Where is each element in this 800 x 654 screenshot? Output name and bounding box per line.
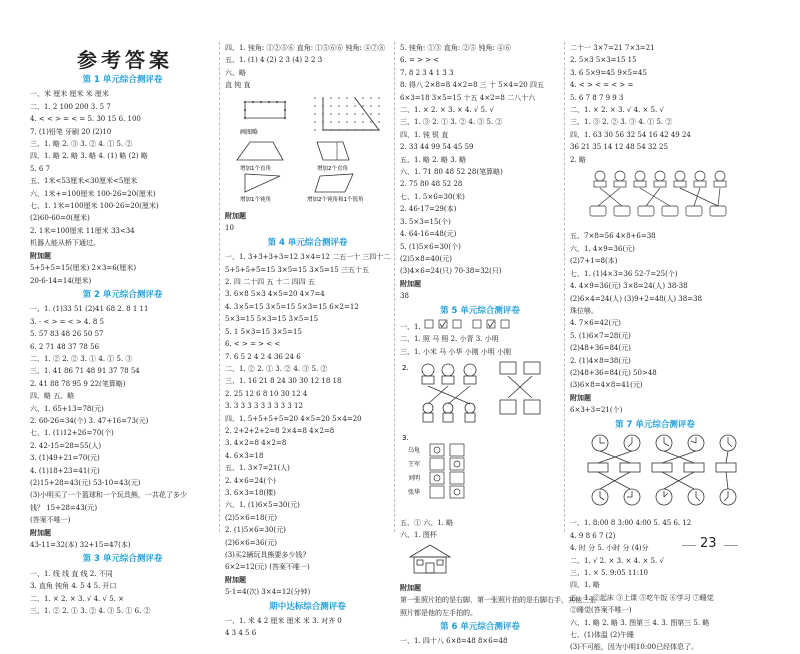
clock-drawing: [570, 433, 740, 511]
answer-line: 一、1. 线 线 直 线 2. 不同: [30, 569, 113, 578]
answer-line: 2. 4×6=24(个): [225, 476, 276, 485]
answer-line: 四、1. 钝角: ①②⑤⑥ 直角: ①⑤⑥⑥ 钝角: ④⑦⑧: [225, 44, 386, 52]
answer-line: (2)60-60=0(厘米): [30, 214, 90, 223]
answer-line: 5+5+5=15(厘米) 2×3=6(厘米): [30, 264, 137, 273]
matching-drawing: [400, 360, 560, 510]
answer-line: 六、1米+=100厘米 100-26=20(厘米): [30, 189, 156, 198]
answer-line: 2. 四 二十四 五 十二 四四 五: [225, 278, 316, 287]
answer-line: 6×3=18 3×5=15 十五 4×2=8 二八十六: [400, 93, 536, 102]
answer-line: 直 钝 直: [225, 81, 251, 90]
answer-line: (3)买2辆玩具熊要多少钱?: [225, 551, 307, 559]
figure-caption: 增加1个直角: [240, 165, 271, 172]
answer-line: 8. 得八 2×8=8 4×2=8 三 十 5×4=20 四五: [400, 81, 544, 90]
answer-line: 第一张照片拍的是右脚，第一张照片拍的是右脚右手，其他三张: [400, 596, 596, 605]
clock-figure: [570, 433, 740, 515]
geometry-figure: [225, 94, 390, 208]
section-heading: 第 1 单元综合测评卷: [82, 75, 163, 85]
answer-line: 五、1米<53厘米<30厘米<5厘米: [30, 177, 138, 186]
answer-line: 六、1. 65+13=78(元): [30, 404, 104, 413]
section-heading: 第 5 单元综合测评卷: [440, 305, 520, 316]
answer-line: 6×2=12(元) (答案不唯一): [225, 563, 310, 572]
section-heading: 第 4 单元综合测评卷: [267, 237, 348, 248]
answer-line: 珠位够。: [570, 306, 598, 315]
house-figure: [400, 543, 560, 579]
page-number-rule: [724, 545, 738, 546]
answer-line: 六、1. 71 80 48 52 28(笔算略): [400, 168, 503, 177]
answer-list: [400, 42, 560, 317]
answer-column-1: [30, 42, 215, 617]
answer-line: 7. 8 2 3 4 1 3 3: [400, 68, 454, 77]
subsection-heading: 附加题: [400, 582, 421, 592]
answer-line: 5. 钝角: ①③ 直角: ②⑤ 钝角: ④⑥: [400, 44, 512, 52]
subsection-heading: 附加题: [225, 574, 246, 584]
answer-line: 2. 25 12 6 8 10 30 12 4: [225, 389, 308, 398]
question-number: 3.: [402, 434, 409, 443]
section-heading: 第 3 单元综合测评卷: [82, 554, 163, 565]
answer-line: 四、1. 63 30 56 32 54 16 42 49 24: [570, 130, 691, 139]
answer-line: 2. 46-17=29(本): [400, 205, 457, 214]
answer-line: 6. = > > <: [400, 56, 440, 65]
answer-line: 二、1. 2 100 200 3. 5 7: [30, 102, 111, 111]
answer-list: [570, 230, 740, 431]
page-number: 23: [700, 536, 717, 551]
answer-line: (2)48+36=84(元): [570, 344, 631, 353]
answer-line: 4. 7×6=42(元): [570, 319, 621, 328]
answer-line: 3. 直角 钝角 4. 5 4 5. 开口: [30, 582, 117, 591]
answer-line: 六、1. 图杯: [400, 530, 437, 539]
answer-line: (2)48+36=84(元) 50>48: [570, 368, 657, 377]
answer-column-4: [570, 42, 740, 654]
answer-line: 6. < > = > < <: [225, 340, 281, 349]
row-label: 张华: [408, 489, 421, 497]
section-heading: 第 2 单元综合测评卷: [82, 289, 163, 300]
answer-line: 3. 6×3=18(棵): [225, 488, 276, 497]
picture-matching-figure: [570, 168, 740, 228]
answer-line: 3. (1)49+21=70(元): [30, 454, 100, 463]
answer-line: 七、(1)体温 (2)午睡: [570, 631, 635, 640]
answer-line: (2)5×8=40(元): [400, 254, 452, 263]
answer-line: 2. (1)4×8=38(元): [570, 356, 631, 365]
answer-line: 4 3 4 5 6: [225, 629, 257, 638]
answer-line: 4. 9 8 6 7 (2): [570, 531, 616, 540]
answer-line: 三、1. 16 21 8 24 30 30 12 18 18: [225, 377, 342, 386]
house-drawing: [400, 543, 460, 575]
answer-line: (2)6×4=24(人) (3)9+2=48(人) 38=38: [570, 294, 702, 303]
question-number: 2.: [402, 364, 409, 373]
row-label: 乌龟: [408, 447, 421, 455]
answer-line: 三、1. ③ 2. ① 3. ② 4. ③ 5. ②: [400, 118, 503, 127]
answer-line: 5. 1 5×3=15 3×5=15: [225, 327, 302, 336]
answer-list: [30, 74, 215, 617]
answer-line: 5. (1)6×7=28(元): [570, 331, 631, 340]
answer-line: 2. 60-26=34(个) 3. 47+16=73(元): [30, 416, 149, 425]
answer-line: (2)15+28=43(元) 53-10=43(元): [30, 479, 141, 487]
answer-line: 三、1. ② 2. ① 3. ② 4. ③ 5. ① 6. ②: [30, 607, 151, 616]
answer-line: 7. 6 5 2 4 2 4 36 24 6: [225, 352, 301, 361]
answer-line: 机器人能从桥下通过。: [30, 239, 100, 248]
answer-line: 七、1. 5×6=30(米): [400, 192, 465, 201]
answer-line: 五、1. 3×7=21(人): [225, 464, 290, 473]
picture-matching-drawing: [570, 168, 740, 224]
section-heading: 第 6 单元综合测评卷: [440, 622, 520, 632]
answer-line: 5. 57 83 48 26 50 57: [30, 330, 104, 339]
answer-column-2: [225, 42, 390, 640]
answer-line: 二、1. ② 2. ② 3. ① 4. ① 5. ③: [30, 354, 133, 363]
answer-line: 2. 33 44 99 54 45 59: [400, 143, 474, 152]
answer-line: (3)小明买了一个篮球和一个玩具熊，一共花了多少: [30, 491, 187, 500]
answer-line: 5. 6 7: [30, 164, 51, 173]
column-divider: [219, 42, 220, 532]
column-divider: [564, 42, 565, 532]
answer-line: 六、1. 4×9=36(元): [570, 244, 635, 253]
answer-line: 20-6-14=14(厘米): [30, 276, 92, 285]
answer-line: 2. 2+2+2+2=8 2×4=8 4×2=8: [225, 426, 335, 435]
subsection-heading: 附加题: [225, 211, 246, 221]
answer-line: 一、1. 3+3+3+3=12 3×4=12 二五一十 三四十二: [225, 253, 391, 262]
answer-line: 3. 6×8 5×3 4×5=20 4×7=4: [225, 290, 325, 299]
answer-line: 2. 略: [570, 155, 586, 164]
figure-caption: 增加2个钝角和1个锐角: [307, 196, 364, 203]
draw-note: 画图略: [240, 128, 259, 136]
figure-caption: 增加2个直角: [317, 165, 348, 172]
answer-line: 4. < < > = < = 5. 30 15 6. 100: [30, 115, 141, 124]
answer-line: (2)7+1=8(本): [570, 257, 618, 266]
answer-line: 二、1. × 2. × 3. √ 4. × 5. √: [570, 106, 664, 115]
answer-line: 七、1. (1)12+26=70(个): [30, 429, 114, 438]
answer-line: 4. 时 分 5. 小时 分 (4)分: [570, 544, 649, 553]
subsection-heading: 附加题: [30, 527, 51, 537]
page-title: 参考答案: [77, 48, 173, 72]
answer-text: 一、1.: [400, 322, 421, 331]
answer-line: 2. (1)5×6=30(元): [225, 526, 286, 535]
answer-line: (2)5×6=18(元): [225, 513, 277, 522]
answer-line: 二、1. 照 马 照 2. 小青 3. 小明: [400, 335, 499, 344]
answer-line: 五、1. 略 2. 略 3. 略: [400, 155, 467, 164]
shapes-drawing: [225, 94, 390, 204]
answer-line: 一、1. 四十八 6×8=48 8×6=48: [400, 637, 508, 646]
answer-line: 七、1. (1)4×3=36 52-7=25(个): [570, 269, 678, 278]
answer-line: 2. 1米=100厘米 11厘米 33<34: [30, 226, 135, 235]
answer-line: 三、1. 小米 马 小华 小刚 小明 小刚: [400, 347, 512, 356]
answer-line: 五、7×8=56 4×8+6=38: [570, 232, 656, 241]
answer-line: 六、略: [225, 68, 246, 77]
answer-line: 3. - < > = < > 4. 8 5: [30, 317, 104, 326]
answer-line: 5. (1)5×6=30(个): [400, 242, 461, 251]
answer-line: 3. 6 5×9=45 9×5=45: [570, 68, 647, 77]
answer-line: 二、1. × 2. × 3. √ 4. √ 5. ×: [30, 594, 124, 603]
answer-list: [400, 517, 560, 542]
answer-line: 四、略 五、略: [30, 392, 75, 401]
answer-line: 四、1. 略 2. 略 3. 略 4. (1) 略 (2) 略: [30, 152, 148, 161]
answer-list: [225, 210, 390, 640]
subsection-heading: 附加题: [400, 278, 421, 288]
answer-line: 四、1. 钝 锐 直: [400, 130, 449, 139]
answer-line: 六、1. 略 2. 略 3. 图第三 4. 3. 图第三 5. 略: [570, 618, 710, 627]
answer-line: 五、1. ②起床 ③上课 ⑤吃午饭 ⑥学习 ⑦睡觉: [570, 593, 714, 602]
subsection-heading: 附加题: [30, 250, 51, 260]
answer-line: 2. 5×3 5×3=15 15: [570, 56, 637, 65]
answer-line: 2. 41 88 78 95 9 22(笔算略): [30, 379, 126, 388]
answer-line: 七、1. 1米=100厘米 100-26=20(厘米): [30, 202, 159, 211]
answer-line: ②睡觉(答案不唯一): [570, 606, 632, 615]
matching-figure: [400, 360, 560, 514]
answer-line: 2. 42-15=28=55(人): [30, 441, 102, 450]
answer-line: 二、1. ② 2. ① 3. ② 4. ③ 5. ②: [225, 364, 328, 373]
answer-line: 五、1. (1) 4 (2) 2 3 (4) 2 2 3: [225, 56, 323, 65]
subsection-heading: 附加题: [570, 392, 591, 402]
answer-line: 五、① 六、1. 略: [400, 518, 454, 527]
answer-line: 2. 75 80 48 52 28: [400, 180, 463, 189]
answer-line: 3. 5×3=15(个): [400, 217, 451, 226]
answer-line: 四、1. 5+5+5+5=20 4×5=20 5×4=20: [225, 414, 362, 423]
column-divider: [394, 42, 395, 532]
answer-line: 二、1. √ 2. × 3. × 4. × 5. √: [570, 556, 664, 565]
answer-line: (3)不可能，因为小明10:00已经体息了。: [570, 643, 699, 652]
answer-line: 4. 64-16=48(元): [400, 230, 457, 239]
answer-line: 四、1. 略: [570, 581, 600, 590]
answer-line: 照片都是他的左手拍的。: [400, 608, 477, 617]
answer-list: [225, 42, 390, 92]
answer-line: 三、1. × 5. 9:05 11:10: [570, 569, 649, 577]
figure-caption: 增加1个钝角: [240, 196, 271, 203]
answer-line: 4. 4×9=36(元) 3×8=24(人) 38-38: [570, 282, 688, 291]
section-heading: 第 7 单元综合测评卷: [615, 419, 695, 430]
answer-line: 6×3+3=21(个): [570, 406, 623, 415]
answer-list: [570, 42, 740, 166]
answer-line: [400, 319, 560, 333]
answer-line: 38: [400, 292, 409, 301]
answer-line: 三、1. 略 2. ③ 3. ② 4. ① 5. ②: [30, 140, 133, 149]
answer-line: 5-1=4(次) 3×4=12(分钟): [225, 588, 311, 597]
answer-line: 三、1. ③ 2. ② 3. ③ 4. ① 5. ②: [570, 118, 673, 127]
answer-line: 5×3=15 5×3=15 3×5=15: [225, 315, 319, 324]
answer-line: 6. 2 71 48 37 78 56: [30, 342, 100, 351]
row-label: 王军: [408, 461, 421, 469]
answer-line: 一、1. 8:00 8 3:00 4:00 5. 45 6. 12: [570, 519, 692, 528]
answer-line: 5+5+5+5=15 3×5=15 3×5=15 三五十五: [225, 265, 369, 274]
answer-line: 4. 3×5=15 3×5=15 5×3=15 6×2=12: [225, 302, 359, 311]
answer-line: (2)6×6=36(元): [225, 538, 277, 547]
answer-line: 二十一 3×7=21 7×3=21: [570, 44, 655, 52]
answer-line: 一、1. 米 4 2 厘米 厘米 米 3. 对齐 0: [225, 617, 342, 626]
answer-line: 4. < > < = < > =: [570, 81, 634, 90]
answer-line: (3)6×8=4×8=41(元): [570, 381, 643, 390]
answer-line: 钱？ 15+28=43(元): [30, 503, 98, 512]
answer-line: 一、米 厘米 厘米 米 厘米: [30, 90, 109, 99]
answer-line: 7. (1)铅笔 牙刷 20 (2)10: [30, 127, 112, 136]
answer-line: 二、1. × 2. × 3. × 4. √ 5. √: [400, 106, 494, 115]
answer-line: 4. (1)18+23=41(元): [30, 466, 100, 475]
answer-line: 4. 6×3=18: [225, 451, 264, 460]
answer-line: (3)4×6=24(只) 70-38=32(只): [400, 267, 502, 276]
answer-line: 10: [225, 224, 234, 233]
answer-line: 5. 6 7 8 7 9 9 3: [570, 93, 624, 102]
answer-line: 六、1. (1)6×5=30(元): [225, 501, 300, 510]
page-number-rule: [682, 545, 696, 546]
answer-line: 36 21 35 14 12 48 54 32 25: [570, 143, 668, 152]
checkbox-row: [423, 319, 533, 329]
answer-line: 一、1. (1)33 51 (2)41 68 2. 8 1 11: [30, 305, 149, 314]
section-heading: 期中达标综合测评卷: [269, 601, 346, 612]
answer-line: 43-11=32(本) 32+15=47(本): [30, 541, 131, 550]
answer-line: 3. 4×2=8 4×2=8: [225, 439, 287, 448]
row-label: 刘明: [408, 475, 421, 483]
answer-line: 三、1. 41 86 71 48 91 37 78 54: [30, 367, 140, 376]
answer-line: (答案不唯一): [30, 516, 71, 525]
answer-line: 3. 3 3 3 3 3 3 3 3 3 12: [225, 402, 303, 411]
